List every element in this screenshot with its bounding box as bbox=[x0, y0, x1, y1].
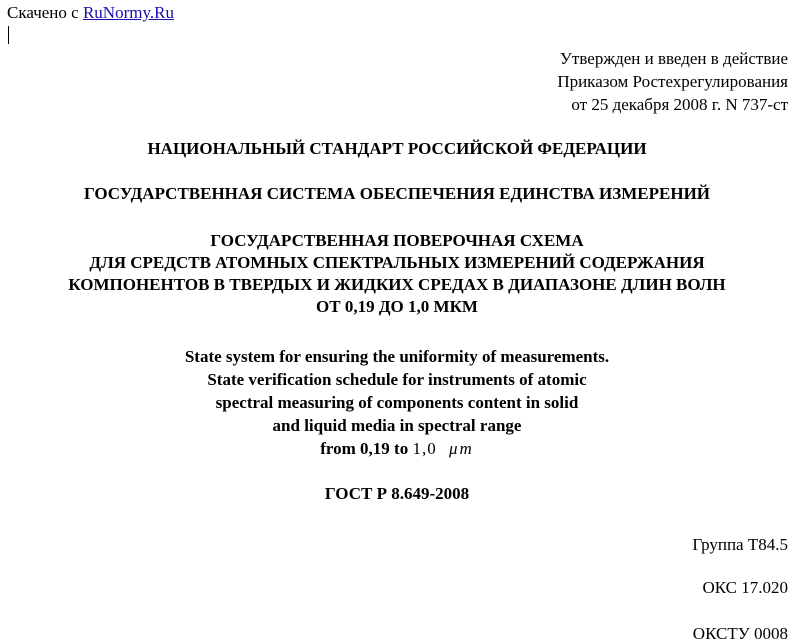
state-system-heading: ГОСУДАРСТВЕННАЯ СИСТЕМА ОБЕСПЕЧЕНИЯ ЕДИНСТВА ИЗМЕРЕНИЙ bbox=[83, 184, 711, 203]
range-unit: μm bbox=[448, 439, 474, 458]
classification-oks: ОКС 17.020 bbox=[702, 578, 788, 597]
range-value: 1,0 bbox=[412, 439, 437, 458]
approval-line-2: Приказом Ростехрегулирования bbox=[557, 72, 788, 91]
english-title-line-4: and liquid media in spectral range bbox=[272, 416, 522, 435]
approval-line-1: Утвержден и введен в действие bbox=[559, 49, 788, 68]
schema-title-line-3: КОМПОНЕНТОВ В ТВЕРДЫХ И ЖИДКИХ СРЕДАХ В ДИАПАЗОНЕ ДЛИН ВОЛН bbox=[68, 275, 726, 294]
classification-okstu: ОКСТУ 0008 bbox=[692, 624, 788, 643]
download-source-prefix: Скачено с bbox=[7, 3, 79, 22]
english-title-range-line bbox=[0, 437, 794, 460]
approval-block bbox=[557, 47, 788, 116]
gost-designation: ГОСТ Р 8.649-2008 bbox=[324, 484, 470, 503]
range-prefix: from 0,19 to bbox=[320, 439, 409, 458]
text-cursor bbox=[8, 26, 9, 44]
verification-schema-title bbox=[0, 230, 794, 318]
download-source-line bbox=[7, 3, 174, 23]
classification-group: Группа Т84.5 bbox=[692, 535, 788, 554]
national-standard-heading: НАЦИОНАЛЬНЫЙ СТАНДАРТ РОССИЙСКОЙ ФЕДЕРАЦИИ bbox=[147, 139, 647, 158]
english-title-line-2: State verification schedule for instruments of atomic bbox=[207, 370, 587, 389]
schema-title-line-2: ДЛЯ СРЕДСТВ АТОМНЫХ СПЕКТРАЛЬНЫХ ИЗМЕРЕНИЙ СОДЕРЖАНИЯ bbox=[89, 253, 705, 272]
runormy-link[interactable]: RuNormy.Ru bbox=[82, 3, 174, 22]
english-title-line-1: State system for ensuring the uniformity of measurements. bbox=[184, 347, 610, 366]
schema-title-line-4: ОТ 0,19 ДО 1,0 МКМ bbox=[316, 297, 478, 316]
schema-title-line-1: ГОСУДАРСТВЕННАЯ ПОВЕРОЧНАЯ СХЕМА bbox=[210, 231, 584, 250]
approval-line-3: от 25 декабря 2008 г. N 737-ст bbox=[571, 95, 788, 114]
english-title-line-3: spectral measuring of components content in solid bbox=[215, 393, 579, 412]
english-title bbox=[0, 345, 794, 460]
